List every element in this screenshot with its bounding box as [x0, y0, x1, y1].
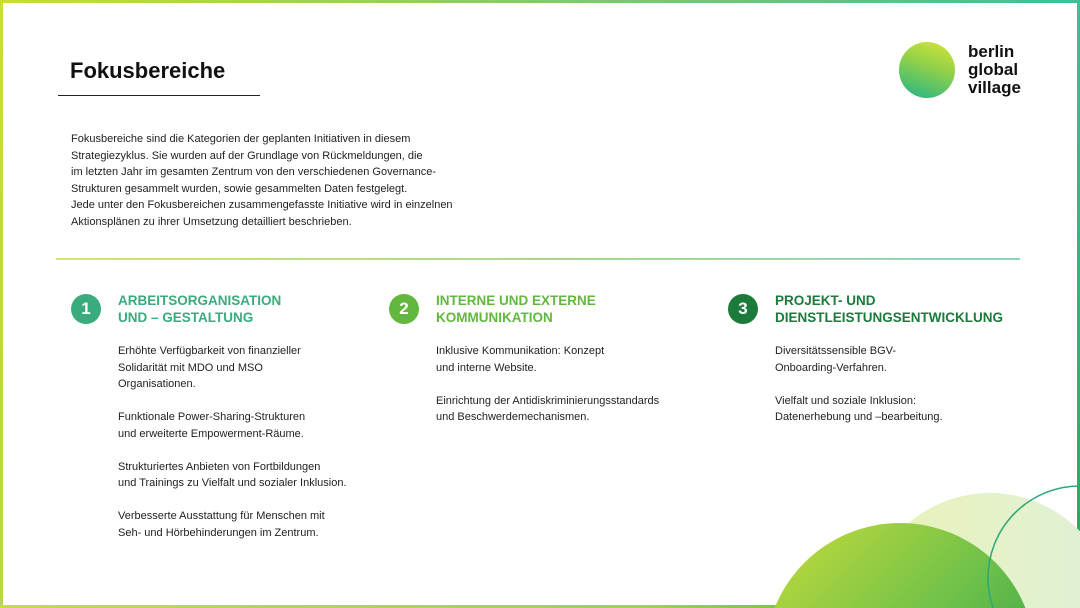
logo-line: global — [968, 60, 1019, 79]
focus-body — [775, 343, 943, 442]
focus-item-line: Organisationen. — [118, 378, 196, 390]
focus-item-line: und erweiterte Empowerment-Räume. — [118, 427, 304, 440]
focus-item-line: Verbesserte Ausstattung für Menschen mit — [118, 510, 325, 522]
intro-line: Strategiezyklus. Sie wurden auf der Grundlage von Rückmeldungen, die — [71, 149, 423, 162]
focus-item — [436, 393, 659, 426]
focus-item — [118, 508, 347, 541]
berlin-global-village-logo — [899, 42, 1029, 102]
logo-line: village — [968, 78, 1021, 97]
focus-item-line: Inklusive Kommunikation: Konzept — [436, 345, 605, 357]
intro-line: Jede unter den Fokusbereichen zusammengefasste Initiative wird in einzelnen — [71, 199, 453, 211]
focus-heading — [775, 292, 1003, 326]
focus-heading-line: UND – GESTALTUNG — [118, 310, 254, 325]
intro-paragraph — [71, 131, 491, 230]
logo-wordmark — [968, 43, 1021, 97]
intro-line: im letzten Jahr im gesamten Zentrum von den verschiedenen Governance- — [71, 166, 437, 178]
title-underline — [58, 95, 260, 96]
intro-line: Aktionsplänen zu ihrer Umsetzung detailliert beschrieben. — [71, 215, 352, 228]
focus-item-line: Erhöhte Verfügbarkeit von finanzieller — [118, 345, 301, 357]
focus-item-line: Onboarding-Verfahren. — [775, 361, 887, 374]
intro-line: Strukturen gesammelt wurden, sowie gesammelten Daten festgelegt. — [71, 182, 408, 195]
focus-heading-line: KOMMUNIKATION — [436, 310, 553, 325]
focus-item-line: Einrichtung der Antidiskriminierungsstandards — [436, 394, 660, 407]
focus-item-line: und interne Website. — [436, 361, 537, 374]
focus-heading — [118, 292, 281, 326]
focus-item-line: Solidarität mit MDO und MSO — [118, 361, 263, 374]
logo-circle-icon — [899, 42, 955, 98]
focus-number-badge: 1 — [71, 294, 101, 324]
focus-item — [436, 343, 659, 376]
focus-item — [775, 343, 943, 376]
focus-body — [436, 343, 659, 442]
focus-heading-line: PROJEKT- UND — [775, 293, 876, 308]
focus-heading-line: ARBEITSORGANISATION — [118, 293, 282, 308]
decorative-circles — [740, 468, 1080, 608]
focus-item-line: und Beschwerdemechanismen. — [436, 411, 590, 423]
intro-line: Fokusbereiche sind die Kategorien der geplanten Initiativen in diesem — [71, 133, 411, 145]
focus-item-line: Vielfalt und soziale Inklusion: — [775, 394, 917, 407]
focus-item-line: und Trainings zu Vielfalt und sozialer Inklusion. — [118, 477, 347, 489]
focus-body — [118, 343, 347, 558]
section-divider — [56, 258, 1020, 260]
focus-heading — [436, 292, 596, 326]
focus-item-line: Strukturiertes Anbieten von Fortbildungen — [118, 460, 321, 473]
focus-number-badge: 2 — [389, 294, 419, 324]
focus-item-line: Diversitätssensible BGV- — [775, 345, 897, 357]
focus-item — [118, 409, 347, 442]
frame-top-border — [0, 0, 1080, 3]
frame-left-border — [0, 0, 3, 608]
focus-item — [118, 343, 347, 393]
focus-item — [118, 459, 347, 492]
focus-heading-line: INTERNE UND EXTERNE — [436, 293, 596, 308]
focus-item-line: Datenerhebung und –bearbeitung. — [775, 411, 943, 423]
focus-item-line: Funktionale Power-Sharing-Strukturen — [118, 411, 306, 423]
focus-heading-line: DIENSTLEISTUNGSENTWICKLUNG — [775, 310, 1003, 325]
page-title: Fokusbereiche — [70, 58, 226, 83]
focus-item — [775, 393, 943, 426]
decorative-circles-graphic — [740, 468, 1080, 608]
focus-item-line: Seh- und Hörbehinderungen im Zentrum. — [118, 526, 319, 539]
logo-line: berlin — [968, 42, 1015, 61]
focus-number-badge: 3 — [728, 294, 758, 324]
